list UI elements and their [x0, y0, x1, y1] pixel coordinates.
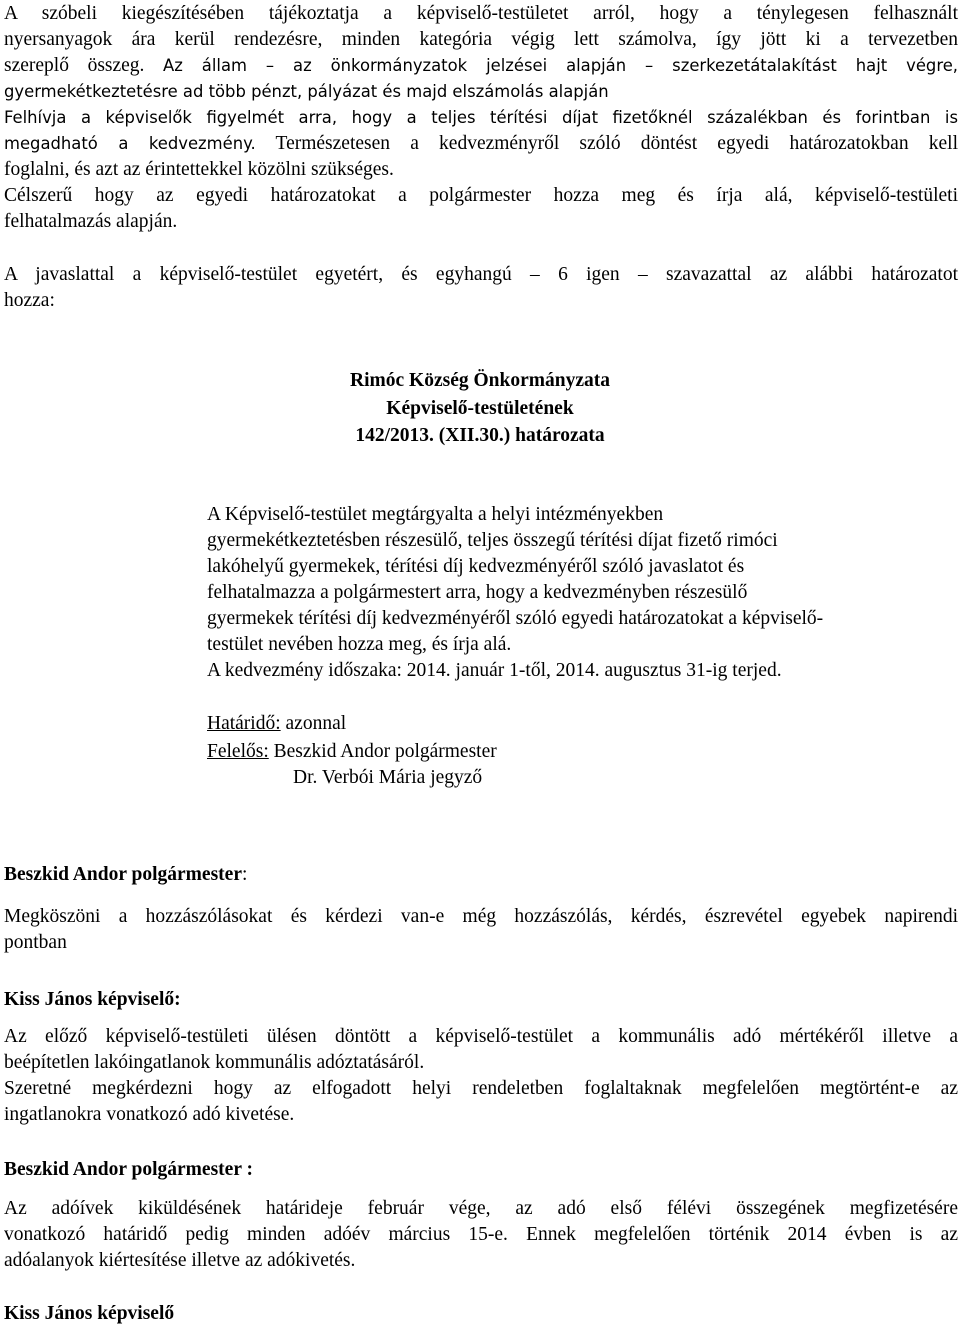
intro-line-6b: Természetesen a kedvezményről szóló döntést egyedi határozatokban kell — [275, 133, 958, 154]
responsible — [207, 739, 497, 765]
intro-line-9: felhatalmazás alapján. — [4, 211, 178, 232]
resolution-line-4: felhatalmazza a polgármestert arra, hogy a kedvezményben részesülő — [207, 582, 748, 603]
deadline-value: azonnal — [280, 713, 347, 734]
vote-line-1: A javaslattal a képviselő-testület egyetért, és egyhangú – 6 igen – szavazattal az alábbi határozatot — [4, 264, 958, 285]
deadline — [207, 711, 346, 737]
vote-paragraph — [4, 262, 958, 314]
responsible-value: Beszkid Andor polgármester — [268, 741, 497, 762]
speaker-colon: : — [241, 864, 248, 885]
responsible-label: Felelős: — [207, 741, 269, 762]
intro-line-4: gyermekétkeztetésre ad több pénzt, pályázat és majd elszámolás alapján — [4, 82, 609, 101]
thanks-line-1: Megköszöni a hozzászólásokat és kérdezi van-e még hozzászólás, kérdés, észrevétel egyebek napirendi — [4, 906, 958, 927]
speaker-kiss-2: Kiss János képviselő — [4, 1303, 175, 1324]
resolution-heading-number: 142/2013. (XII.30.) határozata — [355, 425, 605, 446]
resolution-line-6: testület nevében hozza meg, és írja alá. — [207, 634, 512, 655]
speaker-name: Beszkid Andor polgármester — [4, 864, 242, 885]
kiss-line-3: Szeretné megkérdezni hogy az elfogadott helyi rendeletben foglaltaknak megfelelően megtörtént-e az — [4, 1078, 958, 1099]
resolution-heading-council: Képviselő-testületének — [386, 398, 574, 419]
beszkid-line-3: adóalanyok kiértesítése illetve az adókivetés. — [4, 1250, 356, 1271]
resolution-line-1: A Képviselő-testület megtárgyalta a helyi intézményekben — [207, 504, 664, 525]
kiss-line-1: Az előző képviselő-testületi ülésen döntött a képviselő-testület a kommunális adó mértékéről illetve a — [4, 1026, 958, 1047]
resolution-heading-body: Rimóc Község Önkormányzata — [350, 370, 610, 391]
thanks-line-2: pontban — [4, 932, 67, 953]
kiss-line-2: beépítetlen lakóingatlanok kommunális adóztatásáról. — [4, 1052, 425, 1073]
speaker-beszkid-1 — [4, 862, 247, 888]
resolution-line-7: A kedvezmény időszaka: 2014. január 1-től, 2014. augusztus 31-ig terjed. — [207, 660, 782, 681]
vote-line-2: hozza: — [4, 290, 55, 311]
intro-line-2: nyersanyagok ára kerül rendezésre, minden kategória végig lett számolva, így jött ki a tervezetben — [4, 29, 958, 50]
intro-line-3b: Az állam – az önkormányzatok jelzései alapján – szerkezetátalakítást hajt végre, — [163, 56, 958, 75]
deadline-label: Határidő: — [207, 713, 281, 734]
kiss-paragraph — [4, 1024, 958, 1128]
intro-line-7: foglalni, és azt az érintettekkel közölni szükséges. — [4, 159, 394, 180]
resolution-line-2: gyermekétkeztetésben részesülő, teljes összegű térítési díjat fizető rimóci — [207, 530, 778, 551]
beszkid-line-1: Az adóívek kiküldésének határideje február vége, az adó első félévi összegének megfizetésére — [4, 1198, 958, 1219]
speaker-beszkid-2: Beszkid Andor polgármester : — [4, 1159, 253, 1180]
intro-line-6 — [4, 131, 958, 157]
kiss-line-4: ingatlanokra vonatkozó adó kivetése. — [4, 1104, 295, 1125]
responsible-second: Dr. Verbói Mária jegyző — [293, 767, 483, 788]
intro-paragraph — [4, 1, 958, 235]
intro-line-3 — [4, 53, 958, 79]
speaker-kiss-1: Kiss János képviselő: — [4, 989, 181, 1010]
beszkid-paragraph — [4, 1196, 958, 1274]
resolution-line-3: lakóhelyű gyermekek, térítési díj kedvezményéről szóló javaslatot és — [207, 556, 745, 577]
intro-line-3a: szereplő összeg. — [4, 55, 145, 76]
resolution-line-5: gyermekek térítési díj kedvezményéről szóló egyedi határozatokat a képviselő- — [207, 608, 824, 629]
intro-line-8: Célszerű hogy az egyedi határozatokat a polgármester hozza meg és írja alá, képviselő-testületi — [4, 185, 958, 206]
intro-line-6a: megadható a kedvezmény. — [4, 134, 256, 153]
resolution-text — [207, 502, 937, 684]
intro-line-5: Felhívja a képviselők figyelmét arra, hogy a teljes térítési díjat fizetőknél százalékban és forintban is — [4, 108, 958, 127]
beszkid-line-2: vonatkozó határidő pedig minden adóév március 15-e. Ennek megfelelően történik 2014 évben is az — [4, 1224, 958, 1245]
intro-line-1: A szóbeli kiegészítésében tájékoztatja a képviselő-testületet arról, hogy a ténylegesen felhasznált — [4, 3, 958, 24]
thanks-paragraph — [4, 904, 958, 956]
